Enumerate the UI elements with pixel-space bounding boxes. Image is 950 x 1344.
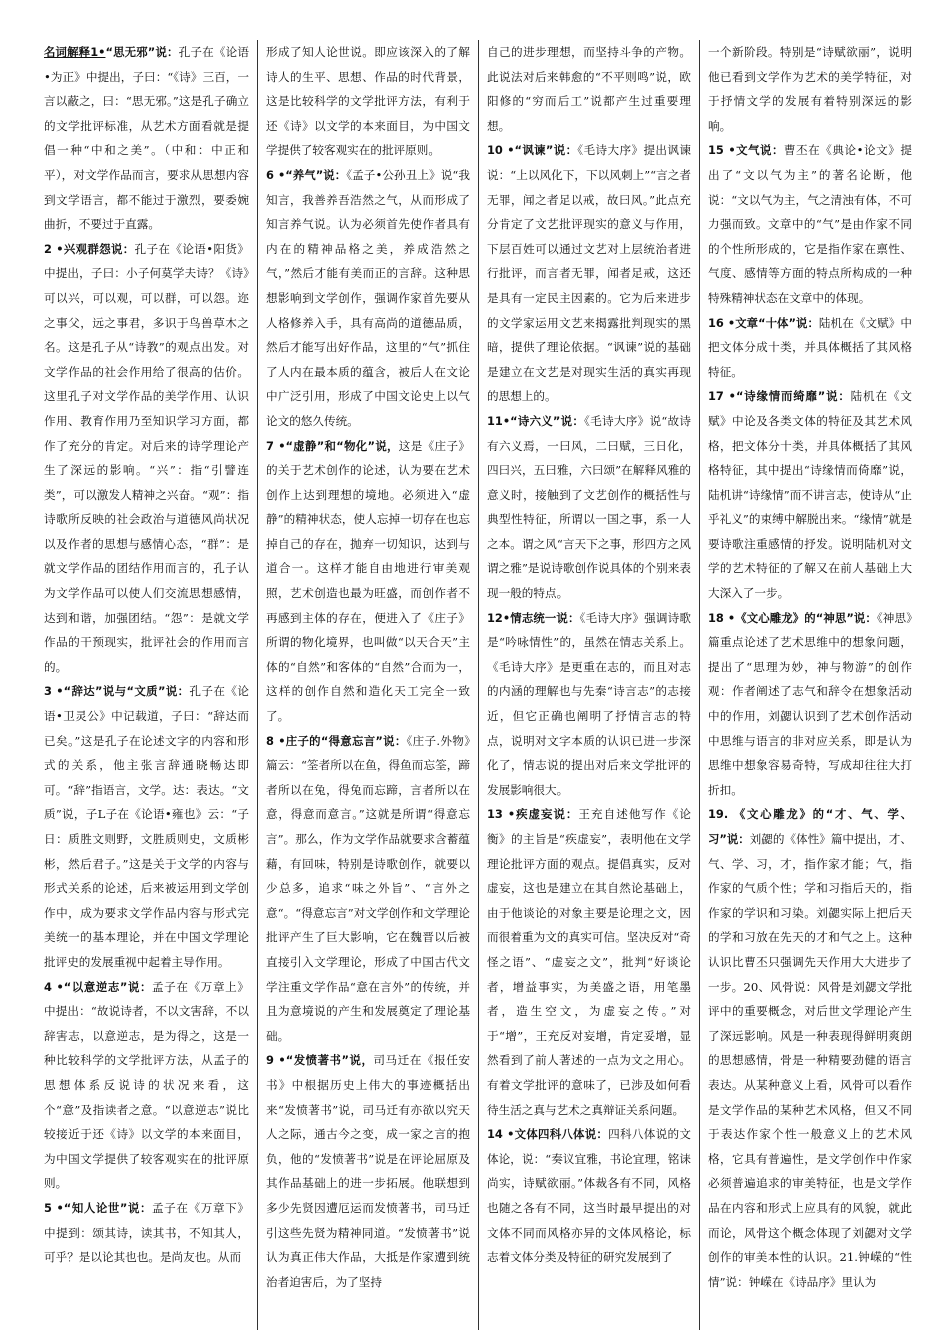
paragraph-body: 孔子在《论语•卫灵公》中记载道，子曰：“辞达而已矣。”这是孔子在论述文字的内容和形式的关系，他主张言辞通晓畅达即可。“辞”指语言，文学。达：表达。“文质”说，子L子在《论语•雍也》云：“子日：质胜文则野，文胜质则史，文质彬彬，然后君子。”这是关于文学的内容与形式关系的论述，后来被运用到文学创作中，成为要求文学作品内容与形式完美统一的基本理论，并在中国文学理论批评史的发展重视中起着主导作用。 xyxy=(44,684,249,969)
paragraph-body: 王充自述他写作《论衡》的主旨是“疾虚妄”，表明他在文学理论批评方面的观点。提倡真实，反对虚妄，这也是建立在其自然论基础上，由于他谈论的对象主要是论理之文，因而很着重为文的真实可信。坚决反对“奇怪之语”、“虚妄之文”，批判“好谈论者，增益事实，为美盛之语，用笔墨者，造生空文，为虚妄之传。”对于“增”，王充反对妄增，肯定妥增，显然看到了前人著述的一点为文之用心。有着文学批评的意味了，已涉及如何看待生活之真与艺术之真辩证关系问题。 xyxy=(487,807,691,1117)
paragraph-body: 形成了知人论世说。即应该深入的了解诗人的生平、思想、作品的时代背景，这是比较科学的文学批评方法，有利于还《诗》以文学的本来面目，为中国文学提供了较客观实在的批评原则。 xyxy=(266,45,470,158)
paragraph-body: 刘勰的《体性》篇中提出，才、气、学、习，才，指作家才能；气，指作家的气质个性；学和习指后天的，指作家的学识和习染。刘勰实际上把后天的学和习放在先天的才和气之上。这种认识比曹丕只强调先天作用大大进步了一步。20、风骨说：风骨是刘勰文学批评中的重要概念，对后世文学理论产生了深远影响。风是一种表现得鲜明爽朗的思想感情，骨是一种精要劲健的语言表达。从某种意义上看，风骨可以看作是文学作品的某种艺术风格，但又不同于表达作家个性一般意义上的艺术风格，它具有普遍性，是文学创作中作家必须普遍追求的审美特征，也是文学作品在内容和形式上应具有的风貌，就此而论，风骨这个概念体现了刘勰对文学创作的审美本性的认识。21.钟嵘的“性情”说：钟嵘在《诗品序》里认为 xyxy=(708,832,912,1289)
paragraph-body: 陆机在《文赋》中论及各类文体的特征及其艺术风格，把文体分十类，并具体概括了其风格特征，其中提出“诗缘情而倚靡”说，陆机讲“诗缘情”而不讲言志，使诗从“止乎礼义”的束缚中解脱出来。“缘情”就是要诗歌注重感情的抒发。说明陆机对文学的艺术特征的了解又在前人基础上大大深入了一步。 xyxy=(708,389,912,601)
term-heading: “思无邪”说： xyxy=(105,45,179,59)
term-heading: 12•情志统一说： xyxy=(487,610,580,625)
paragraph xyxy=(708,384,912,605)
paragraph-body: 《神思》篇重点论述了艺术思维中的想象问题，提出了“思理为妙，神与物游”的创作观：作者阐述了志气和辞令在想象活动中的作用，刘勰认识到了艺术创作活动中思维与语言的非对应关系，即是认为思维中想象容易奇特，写成却往往大打折扣。 xyxy=(708,610,912,797)
paragraph-body: 《庄子.外物》篇云：“筌者所以在鱼，得鱼而忘筌，蹄者所以在兔，得兔而忘蹄，言者所以在意，得意而意言。”这就是所谓“得意忘言”。那么，作为文学作品就要求含蓄蕴藉，有回味，特别是诗歌创作，就要以少总多，追求“味之外旨”、“言外之意“。“得意忘言”对文学创作和文学理论批评产生了巨大影响，它在魏晋以后被直接引入文学理论，形成了中国古代文学注重文学作品“意在言外”的传统，并且为意境说的产生和发展奠定了理论基础。 xyxy=(266,733,470,1043)
paragraph xyxy=(708,802,912,1294)
text-column-1 xyxy=(36,40,257,1330)
paragraph xyxy=(44,40,249,237)
paragraph-body: 陆机在《文赋》中把文体分成十类，并具体概括了其风格特征。 xyxy=(708,315,912,379)
paragraph xyxy=(44,1196,249,1270)
term-heading: 17 •“诗缘情而绮靡”说： xyxy=(708,389,851,404)
term-heading: 7 •“虚静”和“物化”说， xyxy=(266,438,399,453)
paragraph-body: 《毛诗大序》强调诗歌是“吟咏情性”的，虽然在情志关系上。《毛诗大序》是更重在志的，而且对志的内涵的理解也与先秦“诗言志”的志接近，但它正确也阐明了抒情言志的特点，说明对文字本质的认识已进一步深化了，情志说的提出对后来文学批评的发展影响很大。 xyxy=(487,610,691,797)
paragraph xyxy=(487,138,691,409)
paragraph xyxy=(44,679,249,974)
paragraph-body: 孟子在《万章下》中提到：颂其诗，读其书，不知其人，可乎？是以论其也也。是尚友也。从而 xyxy=(44,1200,249,1265)
term-heading: 19. 《文心雕龙》的“才、气、学、习”说： xyxy=(708,807,912,846)
paragraph-body: 四科八体说的文体论，说：“奏议宜雅，书论宜理，铭诔尚实，诗赋欲丽。”体裁各有不同，风格也随之各有不同，这当时最早提出的对文体不同而风格亦异的文体风格论，标志着文体分类及特征的研究发展到了 xyxy=(487,1127,691,1265)
paragraph-body: 这是《庄子》的关于艺术创作的论述，认为要在艺术创作上达到理想的境地。必须进入“虚静”的精神状态，使人忘掉一切存在也忘掉自己的存在，抛弃一切知识，达到与道合一。这样才能自由地进行审美观照，艺术创造也最为旺盛，而创作者不再感到主体的存在，便进入了《庄子》所谓的物化境界，也叫做“以天合天”主体的“自然”和客体的“自然”合而为一，这样的创作自然和造化天工完全一致了。 xyxy=(266,438,470,724)
text-column-2 xyxy=(257,40,478,1330)
paragraph xyxy=(44,237,249,680)
paragraph xyxy=(266,434,470,729)
paragraph xyxy=(487,802,691,1122)
paragraph xyxy=(44,975,249,1196)
paragraph-body: 《毛诗大序》说“故诗有六义焉，一曰风，二曰赋，三日化，四曰兴，五曰雅，六曰颂”在解释风雅的意义时，接触到了文艺创作的概括性与典型性特征，所谓以一国之事，系一人之本。谓之风“言天下之事，形四方之风谓之雅”是说诗歌创作说具体的个别来表现一般的特点。 xyxy=(487,413,691,601)
term-heading: 6 •“养气”说： xyxy=(266,167,347,182)
term-heading: 14 •文体四科八体说： xyxy=(487,1127,609,1142)
term-heading: 15 •文气说： xyxy=(708,143,784,158)
paragraph xyxy=(487,409,691,606)
term-heading: 16 •文章“十体”说： xyxy=(708,315,819,330)
document-page xyxy=(36,40,920,1330)
paragraph xyxy=(708,606,912,803)
paragraph xyxy=(266,163,470,434)
paragraph-body: 孔子在《论语•为正》中提出，子曰：“《诗》三百，一言以蔽之，曰：“思无邪。”这是孔子确立的文学批评标准，从艺术方面看就是提倡一种“中和之美”。（中和：中正和平），对文学作品而言，要求从思想内容到文学语言，都不能过于激烈，要委婉曲折，不要过于直露。 xyxy=(44,45,249,232)
paragraph xyxy=(708,40,912,138)
term-heading: 9 •“发愤著书”说， xyxy=(266,1053,374,1068)
paragraph-body: 自己的进步理想，而坚持斗争的产物。此说法对后来韩愈的“不平则鸣”说，欧阳修的“穷而后工”说都产生过重要理想。 xyxy=(487,45,691,133)
term-heading: 2 •兴观群怨说： xyxy=(44,241,135,256)
text-column-3 xyxy=(478,40,699,1330)
paragraph xyxy=(487,1122,691,1270)
paragraph xyxy=(708,138,912,310)
term-heading: 13 •疾虚妄说： xyxy=(487,807,579,822)
paragraph xyxy=(266,729,470,1049)
term-heading: 5 •“知人论世”说： xyxy=(44,1200,152,1215)
paragraph-body: 司马迁在《报任安书》中根据历史上伟大的事迹概括出来“发愤著书”说，司马迁有亦欲以究天人之际，通古今之变，成一家之言的抱负，他的“发愤著书”说是在评论屈原及其作品基础上的进一步拓展。他联想到多少先贤因遭厄运而发愤著书，司马迁引这些先贤为精神同道。“发愤著书”说认为真正伟大作品，大抵是作家遭到统治者迫害后，为了坚持 xyxy=(266,1053,470,1289)
paragraph-body: 《孟子•公孙丑上》说“我知言，我善养吾浩然之气，从而形成了知言养气说。认为必须首先使作者具有内在的精神品格之美，养成浩然之气，”然后才能有美而正的言辞。这种思想影响到文学创作，强调作家首先要从人格修养入手，具有高尚的道德品质，然后才能写出好作品，这里的“气”抓住了人内在最本质的蕴含，被后人在文论中广泛引用，形成了中国文论史上以气论文的悠久传统。 xyxy=(266,167,470,428)
paragraph-body: 曹丕在《典论•论文》提出了“文以气为主”的著名论断，他说：“文以气为主，气之清浊有体，不可力强而致。文章中的“气”是由作家不同的个性所形成的，它是指作家在禀性、气度、感情等方面的特点所构成的一种特殊精神状态在文章中的体现。 xyxy=(708,143,912,305)
paragraph-body: 孟子在《万章上》中提出：“故说诗者，不以文害辞，不以辞害志，以意逆志，是为得之，这是一种比较科学的文学批评方法，从孟子的思想体系反说诗的状况来看，这个“意”及指读者之意。“以意逆志”说比较接近于还《诗》以文学的本来面目，为中国文学提供了较客观实在的批评原则。 xyxy=(44,979,249,1191)
paragraph-body: 一个新阶段。特别是“诗赋欲丽”，说明他已看到文学作为艺术的美学特征，对于抒情文学的发展有着特别深远的影响。 xyxy=(708,45,912,133)
paragraph xyxy=(487,40,691,138)
term-heading: 11•“诗六义”说： xyxy=(487,413,585,428)
term-heading: 4 •“以意逆志”说： xyxy=(44,979,152,994)
term-heading: 3 •“辞达”说与“文质”说： xyxy=(44,684,190,699)
paragraph xyxy=(708,311,912,385)
paragraph-body: 《毛诗大序》提出讽谏说：“上以风化下，下以风刺上”“言之者无罪，闻之者足以戒，故曰风。”此点充分肯定了文艺批评现实的意义与作用，下层百姓可以通过文艺对上层统治者进行批评，而言者无罪，闻者足戒，这还是具有一定民主因素的。它为后来进步的文学家运用文艺来揭露批判现实的黑暗，提供了理论依据。“讽谏”说的基础是建立在文艺是对现实生活的真实再现的思想上的。 xyxy=(487,143,691,404)
term-heading: 18 •《文心雕龙》的“神思”说： xyxy=(708,610,877,625)
section-label: 名词解释1• xyxy=(44,45,106,59)
paragraph xyxy=(487,606,691,803)
paragraph xyxy=(266,40,470,163)
term-heading: 10 •“讽谏”说： xyxy=(487,143,578,158)
paragraph xyxy=(266,1048,470,1294)
text-column-4 xyxy=(699,40,920,1330)
paragraph-body: 孔子在《论语•阳货》中提出，子曰：小子何莫学夫诗？《诗》可以兴，可以观，可以群，可以怨。迩之事父，远之事君，多识于鸟兽草木之名。这是孔子从“诗教”的观点出发。对文学作品的社会作用给了很高的估价。这里孔子对文学作品的美学作用、认识作用、教育作用乃至知识学习方面，都作了充分的肯定。对后来的诗学理论产生了深远的影响。“兴”：指“引譬连类”，可以激发人精神之兴奋。“观”：指诗歌所反映的社会政治与道德风尚状况以及作者的思想与感情心态，“群”：是就文学作品的团结作用而言的，孔子认为文学作品可以使人们交流思想感情，达到和谐，加强团结。“怨”：是就文学作品的干预现实，批评社会的作用而言的。 xyxy=(44,241,249,674)
term-heading: 8 •庄子的“得意忘言”说： xyxy=(266,733,407,748)
